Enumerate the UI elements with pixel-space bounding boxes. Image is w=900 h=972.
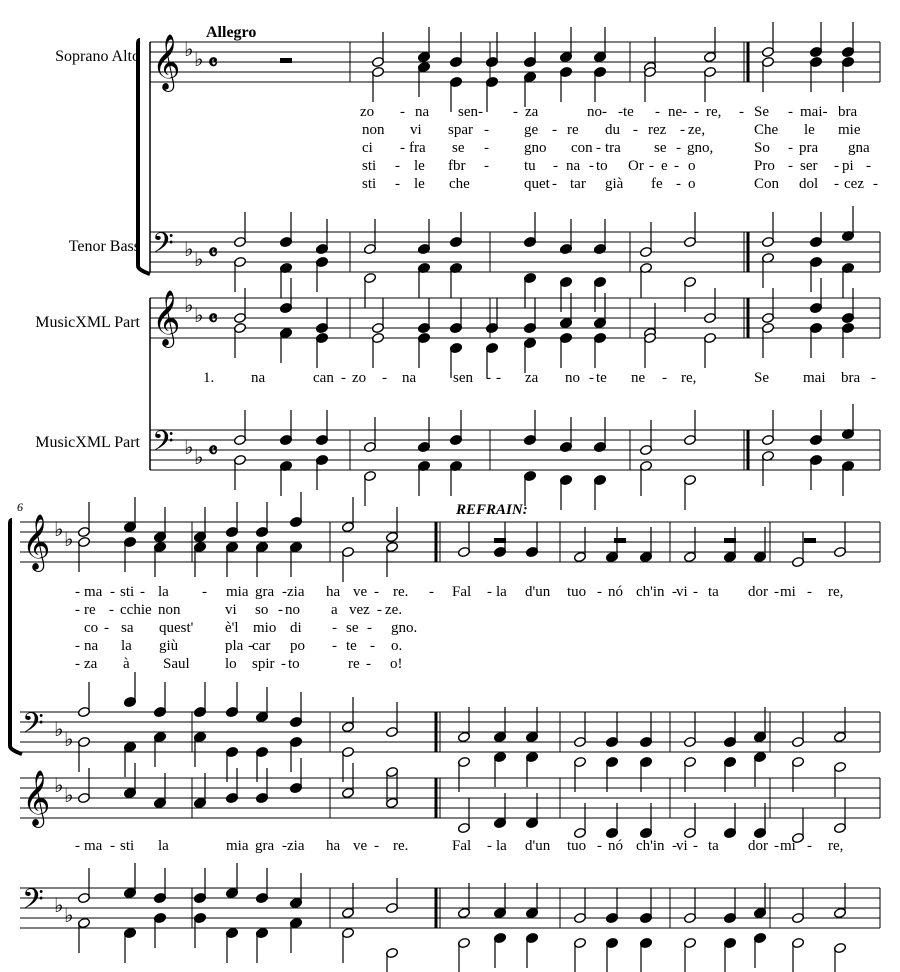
system-bracket — [10, 520, 22, 754]
lyric-syllable: gno, — [687, 140, 714, 156]
treble-clef-icon: 𝄞 — [22, 514, 51, 570]
lyric-syllable: sen- — [458, 104, 483, 120]
lyric-syllable: - — [374, 584, 379, 600]
lyric-syllable: - — [140, 584, 145, 600]
lyric-syllable: - — [871, 370, 876, 386]
lyric-syllable: è'l — [225, 620, 239, 636]
lyric-syllable: vez — [349, 602, 370, 618]
lyric-syllable: - — [395, 158, 400, 174]
lyric-syllable: - — [672, 838, 677, 854]
lyric-syllable: re, — [828, 584, 844, 600]
lyric-syllable: ta — [708, 838, 719, 854]
lyric-syllable: - — [370, 638, 375, 654]
half-rest-icon — [280, 58, 292, 63]
lyric-syllable: - — [110, 584, 115, 600]
treble-clef-icon: 𝄞 — [152, 34, 181, 90]
lyric-syllable: - — [672, 584, 677, 600]
lyric-syllable: ma — [84, 838, 103, 854]
lyric-syllable: ch'in — [636, 838, 665, 854]
lyric-syllable: So — [754, 140, 770, 156]
lyric-syllable: ze, — [688, 122, 706, 138]
lyric-syllable: Se — [754, 370, 769, 386]
lyric-syllable: - — [484, 140, 489, 156]
lyric-syllable: mie — [838, 122, 861, 138]
lyric-syllable: - — [774, 838, 779, 854]
lyric-syllable: sti — [362, 158, 377, 174]
lyric-syllable: mi — [780, 838, 796, 854]
flat-icon: ♭ — [184, 295, 194, 317]
lyric-syllable: già — [605, 176, 624, 192]
lyric-syllable: to — [596, 158, 608, 174]
lyric-syllable: te — [346, 638, 357, 654]
lyric-syllable: - — [633, 122, 638, 138]
lyric-syllable: ha — [326, 838, 341, 854]
lyric-syllable: dor — [748, 584, 768, 600]
lyric-syllable: re, — [828, 838, 844, 854]
lyric-syllable: - — [807, 584, 812, 600]
lyric-syllable: vi — [676, 584, 688, 600]
lyric-syllable: pra — [799, 140, 819, 156]
lyric-syllable: zia — [287, 838, 305, 854]
bass-clef-icon: 𝄢 — [152, 425, 174, 465]
flat-icon: ♭ — [54, 775, 64, 797]
lyric-syllable: no- — [587, 104, 607, 120]
lyric-syllable: Pro — [754, 158, 775, 174]
lyric-syllable: cez — [844, 176, 864, 192]
lyric-syllable: du — [605, 122, 620, 138]
lyric-syllable: gno. — [391, 620, 418, 636]
half-rest-icon — [724, 538, 736, 543]
lyric-syllable: - — [75, 638, 80, 654]
lyric-syllable: - — [400, 104, 405, 120]
lyric-syllable: rez — [648, 122, 667, 138]
flat-icon: ♭ — [54, 719, 64, 741]
lyric-syllable: so — [255, 602, 269, 618]
lyric-syllable: se — [346, 620, 359, 636]
tempo-marking: Allegro — [206, 24, 257, 41]
lyric-syllable: ma — [84, 584, 103, 600]
lyric-syllable: zo — [352, 370, 367, 386]
lyric-syllable: le — [414, 158, 425, 174]
lyric-syllable: o — [688, 158, 696, 174]
common-time-icon: 𝄴 — [208, 438, 218, 464]
lyric-syllable: tar — [570, 176, 586, 192]
lyric-syllable: ne- — [668, 104, 688, 120]
lyric-syllable: Or — [628, 158, 644, 174]
lyric-syllable: vi — [225, 602, 237, 618]
flat-icon: ♭ — [64, 729, 74, 751]
lyric-syllable: - — [248, 638, 253, 654]
lyric-syllable: car — [252, 638, 271, 654]
half-rest-icon — [804, 538, 816, 543]
lyric-syllable: tu — [524, 158, 536, 174]
lyric-syllable: - — [662, 370, 667, 386]
refrain-label: REFRAIN: — [456, 502, 528, 518]
treble-clef-icon: 𝄞 — [152, 290, 181, 346]
lyric-syllable: ha — [326, 584, 341, 600]
lyric-syllable: la — [496, 838, 507, 854]
lyric-syllable: - — [655, 104, 660, 120]
lyric-syllable: non — [362, 122, 385, 138]
lyric-syllable: - — [774, 584, 779, 600]
lyric-syllable: vi — [410, 122, 422, 138]
lyric-syllable: quet — [524, 176, 550, 192]
lyric-syllable: e — [661, 158, 668, 174]
flat-icon: ♭ — [54, 519, 64, 541]
lyric-syllable: ne — [631, 370, 646, 386]
lyric-syllable: con — [571, 140, 593, 156]
lyric-syllable: - — [374, 838, 379, 854]
lyric-syllable: d'un — [525, 838, 551, 854]
lyric-syllable: sti — [120, 584, 135, 600]
lyric-syllable: dol — [799, 176, 819, 192]
lyric-syllable: se — [452, 140, 465, 156]
lyric-syllable: zia — [287, 584, 305, 600]
lyric-syllable: - — [552, 176, 557, 192]
lyric-syllable: - — [618, 104, 623, 120]
lyric-syllable: gra — [255, 838, 275, 854]
flat-icon: ♭ — [194, 249, 204, 271]
lyric-syllable: gra — [255, 584, 275, 600]
lyric-syllable: - — [341, 370, 346, 386]
lyric-syllable: fe — [651, 176, 663, 192]
lyric-syllable: mio — [253, 620, 277, 636]
flat-icon: ♭ — [64, 905, 74, 927]
part-label-musicxml-2: MusicXML Part — [35, 434, 140, 451]
lyric-syllable: se — [654, 140, 667, 156]
lyric-syllable: - — [75, 584, 80, 600]
lyric-syllable: à — [123, 656, 130, 672]
lyric-syllable: - — [487, 838, 492, 854]
half-rest-icon — [494, 538, 506, 543]
lyric-syllable: tuo — [567, 584, 587, 600]
lyric-syllable: na — [251, 370, 266, 386]
flat-icon: ♭ — [184, 437, 194, 459]
lyric-syllable: la — [121, 638, 132, 654]
lyric-syllable: - — [484, 158, 489, 174]
lyric-syllable: co — [84, 620, 99, 636]
lyric-syllable: - — [75, 838, 80, 854]
lyric-syllable: dor — [748, 838, 768, 854]
lyric-syllable: non — [158, 602, 181, 618]
lyric-syllable: 1. — [203, 370, 215, 386]
lyric-syllable: za — [525, 104, 539, 120]
flat-icon: ♭ — [64, 529, 74, 551]
lyric-syllable: na — [415, 104, 430, 120]
lyric-syllable: - — [75, 656, 80, 672]
lyric-syllable: ser — [800, 158, 818, 174]
lyric-syllable: d'un — [525, 584, 551, 600]
lyric-syllable: re — [348, 656, 360, 672]
lyric-syllable: - — [332, 638, 337, 654]
lyric-syllable: - — [400, 140, 405, 156]
lyric-syllable: na — [566, 158, 581, 174]
bass-clef-icon: 𝄢 — [22, 883, 44, 923]
lyric-syllable: - — [332, 620, 337, 636]
lyric-syllable: quest' — [159, 620, 194, 636]
lyric-syllable: - — [281, 656, 286, 672]
lyric-syllable: tra — [605, 140, 621, 156]
lyric-syllable: sti — [120, 838, 135, 854]
lyric-syllable: che — [449, 176, 470, 192]
lyric-syllable: Con — [754, 176, 780, 192]
lyric-syllable: - — [873, 176, 878, 192]
lyric-syllable: o! — [390, 656, 403, 672]
lyric-syllable: mai- — [800, 104, 828, 120]
lyric-syllable: la — [158, 584, 169, 600]
common-time-icon: 𝄴 — [208, 50, 218, 76]
lyric-syllable: to — [288, 656, 300, 672]
lyric-syllable: a — [331, 602, 338, 618]
lyric-syllable: - — [597, 838, 602, 854]
lyric-syllable: - — [866, 158, 871, 174]
lyric-syllable: mi — [780, 584, 796, 600]
lyric-syllable: - — [382, 370, 387, 386]
lyric-syllable: za — [84, 656, 98, 672]
lyric-syllable: can — [313, 370, 334, 386]
lyric-syllable: nó — [608, 838, 623, 854]
flat-icon: ♭ — [54, 895, 64, 917]
lyric-syllable: - — [694, 104, 699, 120]
flat-icon: ♭ — [184, 39, 194, 61]
lyric-syllable: - — [553, 158, 558, 174]
lyric-syllable: Che — [754, 122, 779, 138]
lyric-syllable: - — [395, 176, 400, 192]
lyric-syllable: ci — [362, 140, 373, 156]
lyric-syllable: - — [109, 602, 114, 618]
lyric-syllable: sa — [121, 620, 134, 636]
lyric-syllable: le — [414, 176, 425, 192]
lyric-syllable: na — [84, 638, 99, 654]
lyric-syllable: Se — [754, 104, 769, 120]
lyric-syllable: - — [680, 122, 685, 138]
lyric-syllable: ch'in — [636, 584, 665, 600]
lyric-syllable: zo — [360, 104, 375, 120]
lyric-syllable: no — [285, 602, 300, 618]
lyric-syllable: cchie — [120, 602, 152, 618]
lyric-syllable: Fal — [452, 838, 472, 854]
lyric-syllable: ve — [353, 838, 368, 854]
lyric-syllable: - — [674, 158, 679, 174]
treble-clef-icon: 𝄞 — [22, 770, 51, 826]
lyric-syllable: re — [84, 602, 96, 618]
lyric-syllable: bra — [841, 370, 861, 386]
lyric-syllable: - — [788, 140, 793, 156]
lyric-syllable: - — [552, 122, 557, 138]
lyric-syllable: sti — [362, 176, 377, 192]
lyric-syllable: di — [290, 620, 302, 636]
flat-icon: ♭ — [194, 447, 204, 469]
lyric-syllable: - — [278, 602, 283, 618]
lyric-syllable: Fal — [452, 584, 472, 600]
lyric-syllable: o. — [391, 638, 403, 654]
lyric-syllable: mia — [226, 584, 249, 600]
lyric-syllable: fra — [409, 140, 426, 156]
lyric-syllable: - — [496, 370, 501, 386]
lyric-syllable: pla — [225, 638, 244, 654]
flat-icon: ♭ — [194, 49, 204, 71]
measure-number: 6 — [17, 500, 23, 514]
lyric-syllable: - — [597, 584, 602, 600]
lyric-syllable: - — [282, 838, 287, 854]
bass-clef-icon: 𝄢 — [152, 227, 174, 267]
lyric-syllable: ve — [353, 584, 368, 600]
lyric-syllable: - — [429, 584, 434, 600]
common-time-icon: 𝄴 — [208, 240, 218, 266]
lyric-syllable: gna — [848, 140, 870, 156]
flat-icon: ♭ — [194, 305, 204, 327]
lyric-syllable: sen — [453, 370, 473, 386]
lyric-syllable: - — [484, 122, 489, 138]
lyric-syllable: - — [739, 104, 744, 120]
lyric-syllable: - — [589, 158, 594, 174]
lyric-syllable: - — [282, 584, 287, 600]
lyric-syllable: - — [807, 838, 812, 854]
lyric-syllable: re — [567, 122, 579, 138]
lyric-syllable: - — [366, 656, 371, 672]
lyric-syllable: za — [525, 370, 539, 386]
lyric-syllable: - — [693, 584, 698, 600]
part-label-tenor-bass: Tenor Bass — [68, 238, 140, 255]
lyric-syllable: ta — [708, 584, 719, 600]
lyric-syllable: - — [202, 584, 207, 600]
lyric-syllable: - — [104, 620, 109, 636]
lyric-syllable: te — [596, 370, 607, 386]
lyric-syllable: re, — [681, 370, 697, 386]
bass-clef-icon: 𝄢 — [22, 707, 44, 747]
lyric-syllable: re. — [393, 838, 409, 854]
lyric-syllable: fbr — [448, 158, 466, 174]
lyric-syllable: - — [834, 158, 839, 174]
lyric-syllable: vi — [676, 838, 688, 854]
lyric-syllable: - — [676, 176, 681, 192]
lyric-syllable: - — [589, 370, 594, 386]
lyric-syllable: la — [158, 838, 169, 854]
lyric-syllable: - — [486, 370, 491, 386]
lyric-syllable: giù — [159, 638, 179, 654]
lyric-syllable: gno — [524, 140, 547, 156]
lyric-syllable: - — [596, 140, 601, 156]
flat-icon: ♭ — [64, 785, 74, 807]
part-label-musicxml-1: MusicXML Part — [35, 314, 140, 331]
lyric-syllable: - — [693, 838, 698, 854]
lyric-syllable: o — [688, 176, 696, 192]
lyric-syllable: mai — [803, 370, 826, 386]
lyric-syllable: pi — [842, 158, 854, 174]
lyric-syllable: te — [623, 104, 634, 120]
part-label-soprano-alto: Soprano Alto — [55, 48, 140, 65]
lyric-syllable: na — [402, 370, 417, 386]
lyric-syllable: - — [788, 158, 793, 174]
lyric-syllable: - — [649, 158, 654, 174]
lyric-syllable: bra — [838, 104, 858, 120]
lyric-syllable: - — [75, 602, 80, 618]
lyric-syllable: - — [110, 838, 115, 854]
lyric-syllable: re. — [393, 584, 409, 600]
lyric-syllable: ze. — [385, 602, 403, 618]
common-time-icon: 𝄴 — [208, 306, 218, 332]
lyric-syllable: la — [496, 584, 507, 600]
lyric-syllable: ge — [524, 122, 539, 138]
lyric-syllable: - — [513, 104, 518, 120]
lyric-syllable: le — [804, 122, 815, 138]
lyric-syllable: - — [788, 104, 793, 120]
lyric-syllable: - — [377, 602, 382, 618]
lyric-syllable: po — [290, 638, 305, 654]
lyric-syllable: lo — [225, 656, 237, 672]
lyric-syllable: re, — [706, 104, 722, 120]
lyric-syllable: Saul — [163, 656, 190, 672]
lyric-syllable: - — [367, 620, 372, 636]
lyric-syllable: nó — [608, 584, 623, 600]
lyric-syllable: - — [676, 140, 681, 156]
lyric-syllable: spar — [448, 122, 473, 138]
flat-icon: ♭ — [184, 239, 194, 261]
lyric-syllable: - — [834, 176, 839, 192]
lyric-syllable: tuo — [567, 838, 587, 854]
lyric-syllable: - — [487, 584, 492, 600]
half-rest-icon — [614, 538, 626, 543]
lyric-syllable: no — [565, 370, 580, 386]
lyric-syllable: spir — [252, 656, 275, 672]
lyric-syllable: mia — [226, 838, 249, 854]
